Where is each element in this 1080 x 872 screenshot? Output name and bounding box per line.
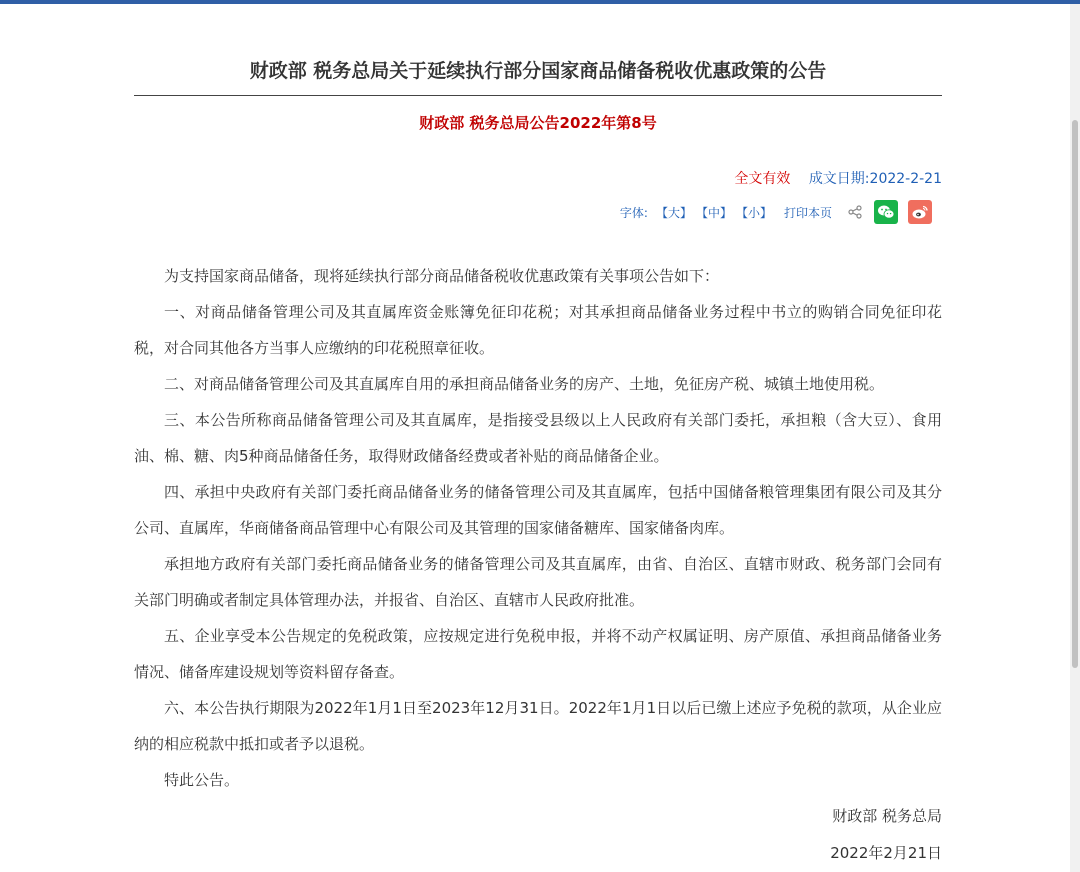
document-meta: [734, 168, 942, 188]
font-size-label: 字体:: [619, 205, 648, 220]
font-size-large-button[interactable]: 【大】: [655, 205, 692, 220]
toolbar: [620, 198, 932, 226]
font-size-small-button[interactable]: 【小】: [735, 205, 772, 220]
paragraph: 特此公告。: [164, 771, 240, 789]
paragraph: 四、承担中央政府有关部门委托商品储备业务的储备管理公司及其直属库，包括中国储备粮管理集团有限公司及其分公司、直属库，华商储备商品管理中心有限公司及其管理的国家储备糖库、国家储备肉库。: [134, 483, 942, 537]
top-accent-bar: [0, 0, 1080, 4]
paragraph: 五、企业享受本公告规定的免税政策，应按规定进行免税申报，并将不动产权属证明、房产原值、承担商品储备业务情况、储备库建设规划等资料留存备查。: [134, 627, 942, 681]
paragraph: 承担地方政府有关部门委托商品储备业务的储备管理公司及其直属库，由省、自治区、直辖市财政、税务部门会同有关部门明确或者制定具体管理办法，并报省、自治区、直辖市人民政府批准。: [134, 555, 942, 609]
date-label: 成文日期:: [808, 171, 870, 187]
date-value: 2022-2-21: [869, 171, 942, 187]
vertical-scrollbar[interactable]: [1070, 4, 1080, 872]
paragraph: 六、本公告执行期限为2022年1月1日至2023年12月31日。2022年1月1日以后已缴上述应予免税的款项，从企业应纳的相应税款中抵扣或者予以退税。: [134, 699, 942, 753]
validity-status: 全文有效: [734, 171, 791, 187]
paragraph: 三、本公告所称商品储备管理公司及其直属库，是指接受县级以上人民政府有关部门委托，承担粮（含大豆）、食用油、棉、糖、肉5种商品储备任务，取得财政储备经费或者补贴的商品储备企业。: [134, 411, 942, 465]
print-button[interactable]: 打印本页: [783, 205, 832, 220]
signature-date: 2022年2月21日: [830, 844, 942, 862]
scrollbar-thumb[interactable]: [1072, 120, 1078, 668]
paragraph: 二、对商品储备管理公司及其直属库自用的承担商品储备业务的房产、土地，免征房产税、城镇土地使用税。: [164, 375, 885, 393]
document-number: 财政部 税务总局公告2022年第8号: [419, 114, 657, 132]
article-body: [134, 258, 942, 798]
paragraph: 为支持国家商品储备，现将延续执行部分商品储备税收优惠政策有关事项公告如下：: [164, 267, 720, 285]
font-size-medium-button[interactable]: 【中】: [695, 205, 732, 220]
page-title: 财政部 税务总局关于延续执行部分国家商品储备税收优惠政策的公告: [249, 60, 827, 82]
share-icon[interactable]: [848, 205, 862, 219]
signature-org: 财政部 税务总局: [832, 807, 942, 825]
weibo-icon[interactable]: [908, 200, 932, 224]
title-divider: [134, 95, 942, 96]
wechat-icon[interactable]: [874, 200, 898, 224]
paragraph: 一、对商品储备管理公司及其直属库资金账簿免征印花税；对其承担商品储备业务过程中书立的购销合同免征印花税，对合同其他各方当事人应缴纳的印花税照章征收。: [134, 303, 942, 357]
